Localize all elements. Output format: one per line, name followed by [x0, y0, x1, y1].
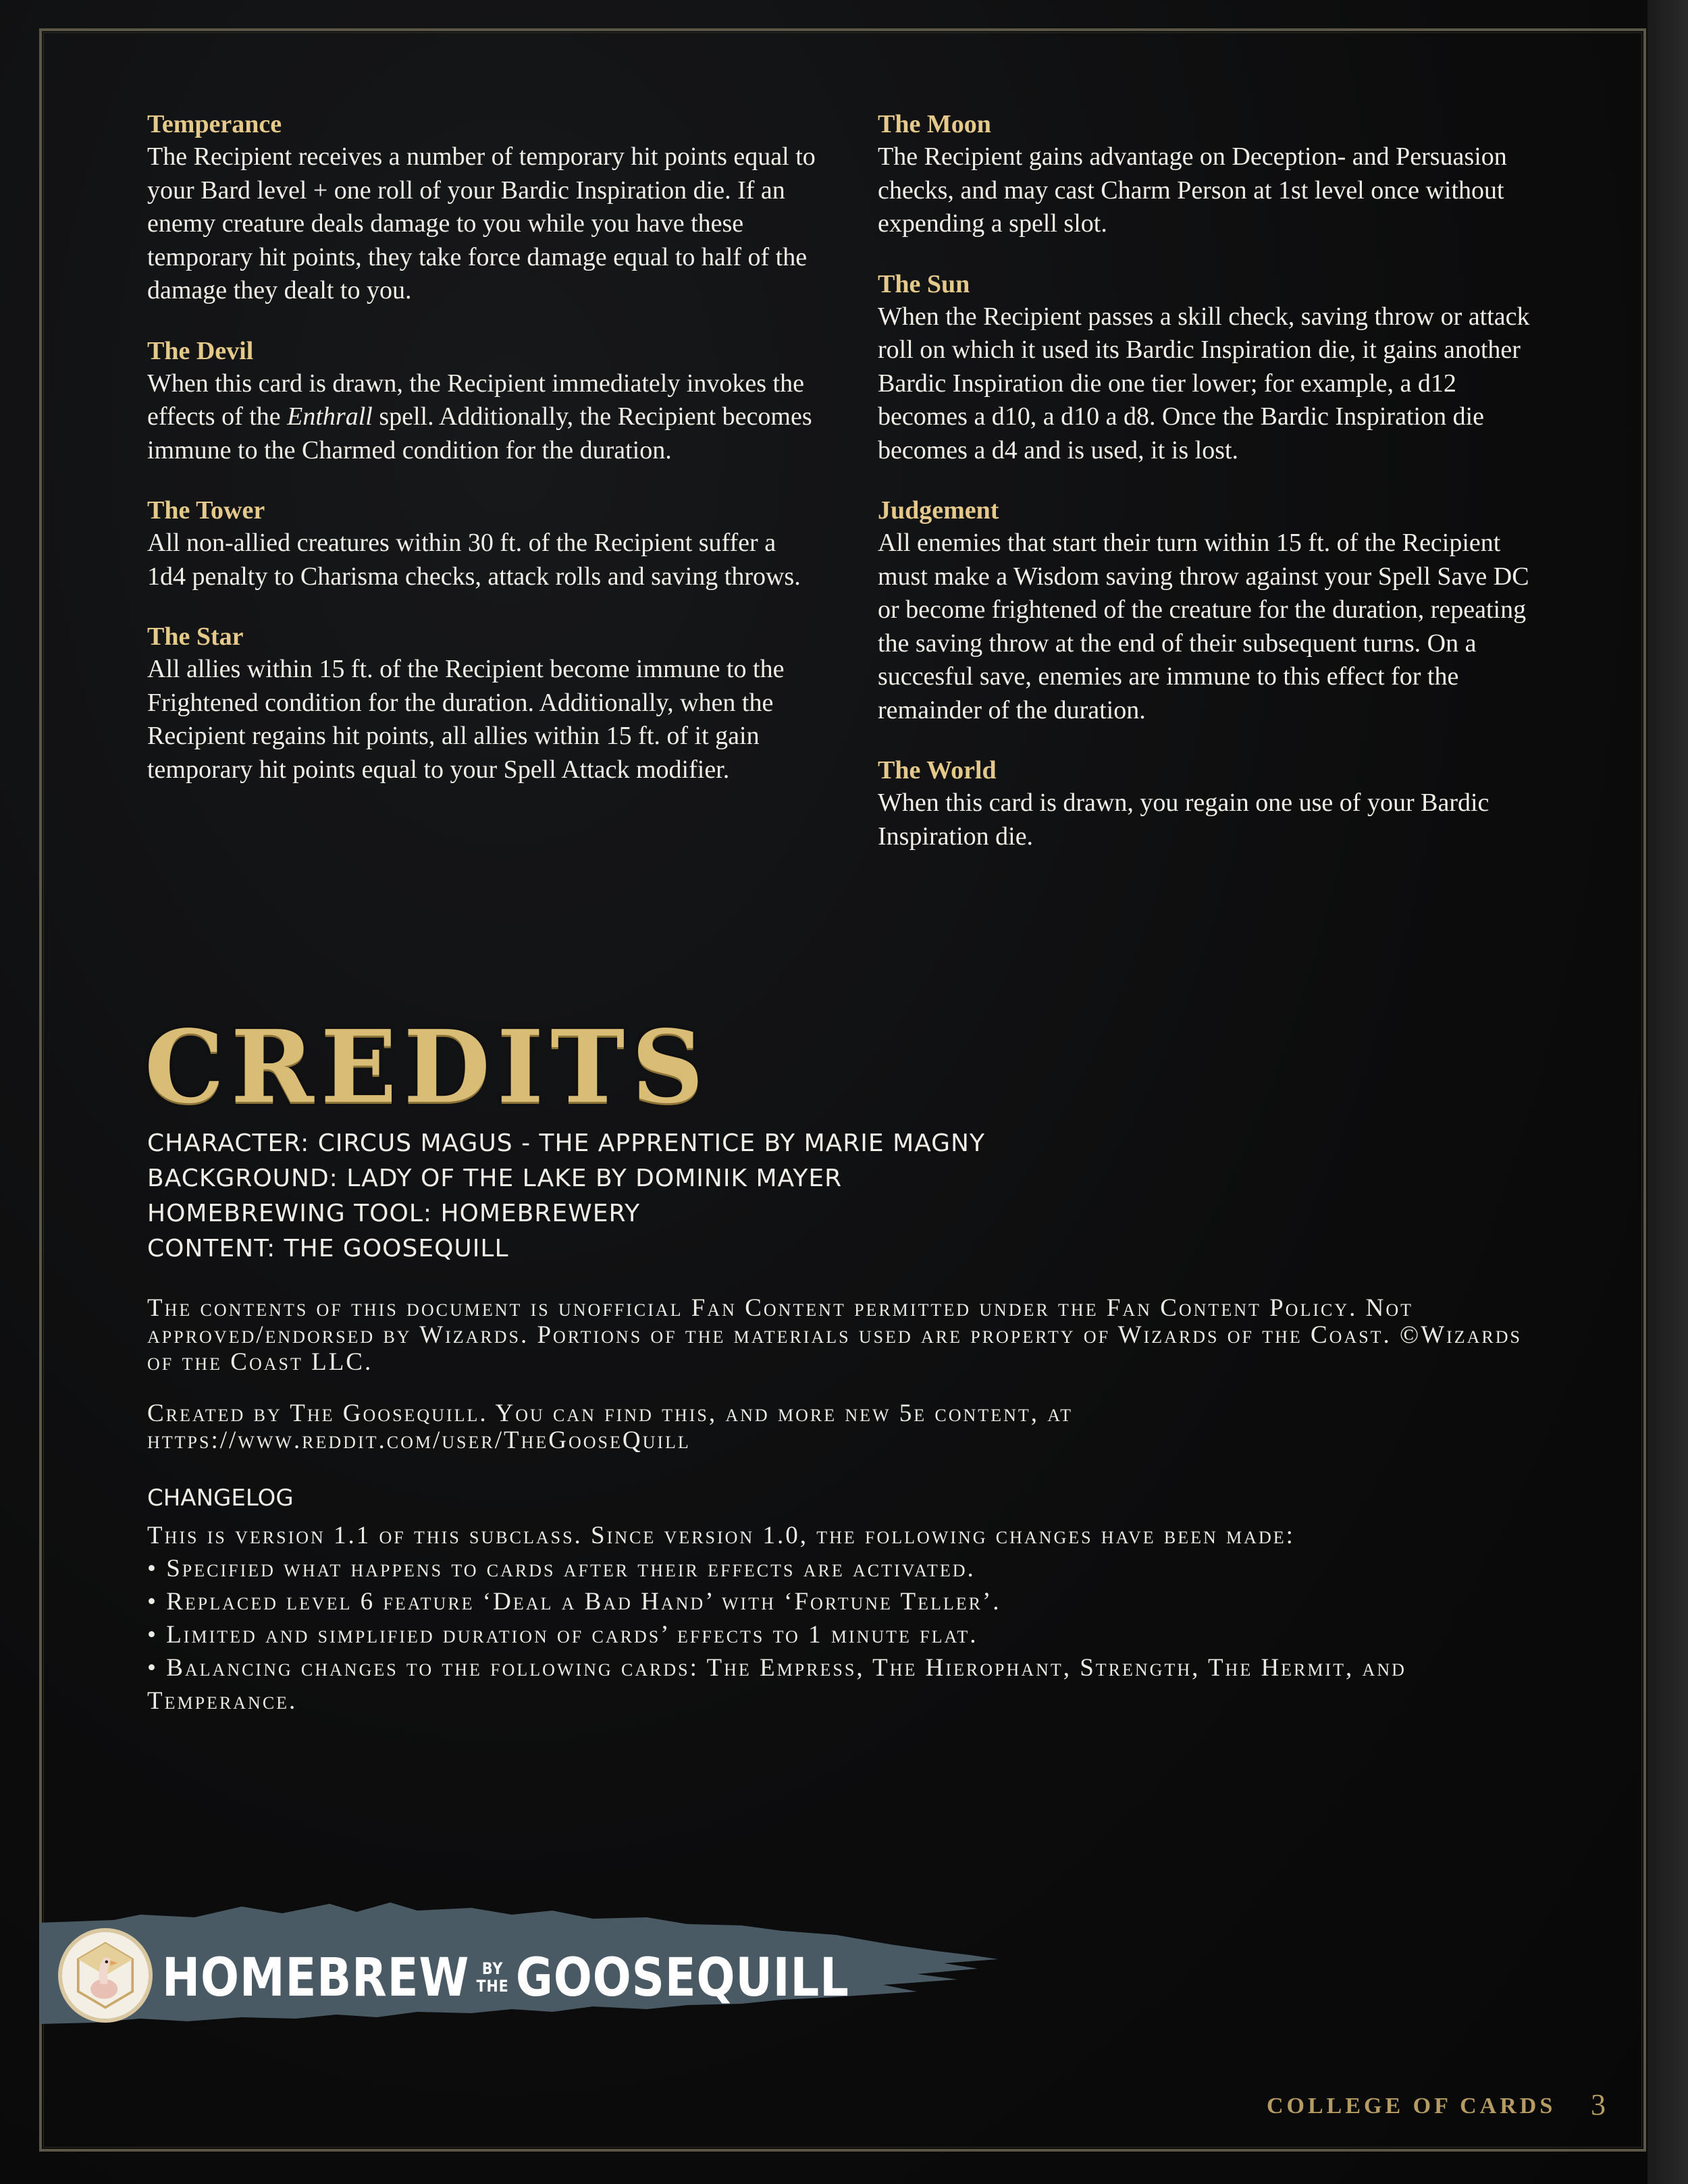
banner-homebrew: HOMEBREW — [162, 1948, 470, 2008]
spell-name: Enthrall — [287, 402, 373, 431]
card-text: All enemies that start their turn within 15 ft. of the Recipient must make a Wisdom saving throw against your Spell Save DC or become frightened of the creature for the duration, repeating the saving throw at the end of their subsequent turns. On a succesful save, enemies are immune to this effect for the remainder of the duration. — [878, 529, 1529, 724]
changelog-item: • Limited and simplified duration of cards’ effects to 1 minute flat. — [147, 1621, 978, 1649]
card-text-part: spell. Additionally, the Recipient becomes immune to the Charmed condition for the duration. — [147, 402, 812, 464]
right-column — [878, 108, 1546, 880]
card-text: All allies within 15 ft. of the Recipient become immune to the Frightened condition for the duration. Additionally, when the Recipient regains hit points, all allies within 15 ft. of it gain temporary hit points equal to your Spell Attack modifier. — [147, 655, 785, 784]
card-entry-the-tower — [147, 494, 816, 593]
changelog-heading: CHANGELOG — [147, 1485, 294, 1512]
banner-the: THE — [476, 1976, 509, 1996]
card-entry-judgement — [878, 494, 1546, 727]
card-title: The Sun — [878, 269, 970, 298]
card-title: The Devil — [147, 336, 254, 365]
created-text: Created by The Goosequill. You can find this, and more new 5e content, at https://www.reddit.com/user/TheGooseQuill — [147, 1400, 1073, 1454]
legal-notice — [147, 1295, 1552, 1376]
created-by — [147, 1400, 1552, 1454]
changelog-item: • Balancing changes to the following cards: The Empress, The Hierophant, Strength, The Hermit, and Temperance. — [147, 1654, 1406, 1715]
card-title: The Tower — [147, 496, 265, 525]
changelog-intro: This is version 1.1 of this subclass. Since version 1.0, the following changes have been made: — [147, 1522, 1295, 1549]
card-text-part: When this card is drawn, the Recipient immediately invokes the effects of the — [147, 369, 804, 431]
card-entry-the-devil — [147, 335, 816, 468]
footer-document-title: COLLEGE OF CARDS — [1267, 2094, 1556, 2119]
card-text: All non-allied creatures within 30 ft. of the Recipient suffer a 1d4 penalty to Charisma checks, attack rolls and saving throws. — [147, 529, 801, 591]
credit-line-character: CHARACTER: CIRCUS MAGUS - THE APPRENTICE BY MARIE MAGNY — [147, 1129, 985, 1157]
credit-line-content: CONTENT: THE GOOSEQUILL — [147, 1235, 509, 1262]
card-entry-the-star — [147, 620, 816, 787]
card-text: When the Recipient passes a skill check, saving throw or attack roll on which it used its Bardic Inspiration die, it gains another Bardic Inspiration die one tier lower; for example, a d12 becomes a d10, a d10 a d8. Once the Bardic Inspiration die becomes a d4 and is used, it is lost. — [878, 302, 1530, 464]
changelog-list — [147, 1519, 1552, 1717]
card-text: The Recipient receives a number of temporary hit points equal to your Bard level + one roll of your Bardic Inspiration die. If an enemy creature deals damage to you while you have these temporary hit points, they take force damage equal to half of the damage they dealt to you. — [147, 142, 816, 304]
changelog-item: • Replaced level 6 feature ‘Deal a Bad Hand’ with ‘Fortune Teller’. — [147, 1588, 1001, 1616]
card-text — [147, 367, 816, 468]
credit-lines — [147, 1126, 1565, 1267]
page-number: 3 — [1591, 2088, 1606, 2121]
banner-goosequill: GOOSEQUILL — [515, 1948, 849, 2008]
card-title: The Moon — [878, 110, 991, 138]
card-title: Temperance — [147, 110, 282, 138]
credits-heading: CREDITS — [144, 1008, 711, 1125]
homebrew-by-goosequill — [162, 1944, 849, 2012]
card-entry-temperance — [147, 108, 816, 308]
card-text: When this card is drawn, you regain one use of your Bardic Inspiration die. — [878, 789, 1489, 851]
page-edge — [1647, 0, 1688, 2184]
card-title: Judgement — [878, 496, 999, 525]
card-entry-the-world — [878, 754, 1546, 853]
card-title: The Star — [147, 622, 244, 651]
card-title: The World — [878, 756, 997, 784]
changelog-item: • Specified what happens to cards after their effects are activated. — [147, 1555, 976, 1582]
credit-line-background: BACKGROUND: LADY OF THE LAKE BY DOMINIK MAYER — [147, 1165, 843, 1192]
legal-text: The contents of this document is unofficial Fan Content permitted under the Fan Content Policy. Not approved/endorsed by Wizards. Portions of the materials used are property of Wizards of the Coast. ©Wizards of the Coast LLC. — [147, 1294, 1522, 1376]
left-column — [147, 108, 816, 814]
banner-by-the — [477, 1960, 509, 1995]
banner-by: BY — [481, 1959, 504, 1978]
card-entry-the-sun — [878, 268, 1546, 468]
card-entry-the-moon — [878, 108, 1546, 241]
goose-logo-icon — [58, 1928, 153, 2023]
credit-line-tool: HOMEBREWING TOOL: HOMEBREWERY — [147, 1200, 641, 1227]
card-text: The Recipient gains advantage on Deception- and Persuasion checks, and may cast Charm Person at 1st level once without expending a spell slot. — [878, 142, 1507, 238]
